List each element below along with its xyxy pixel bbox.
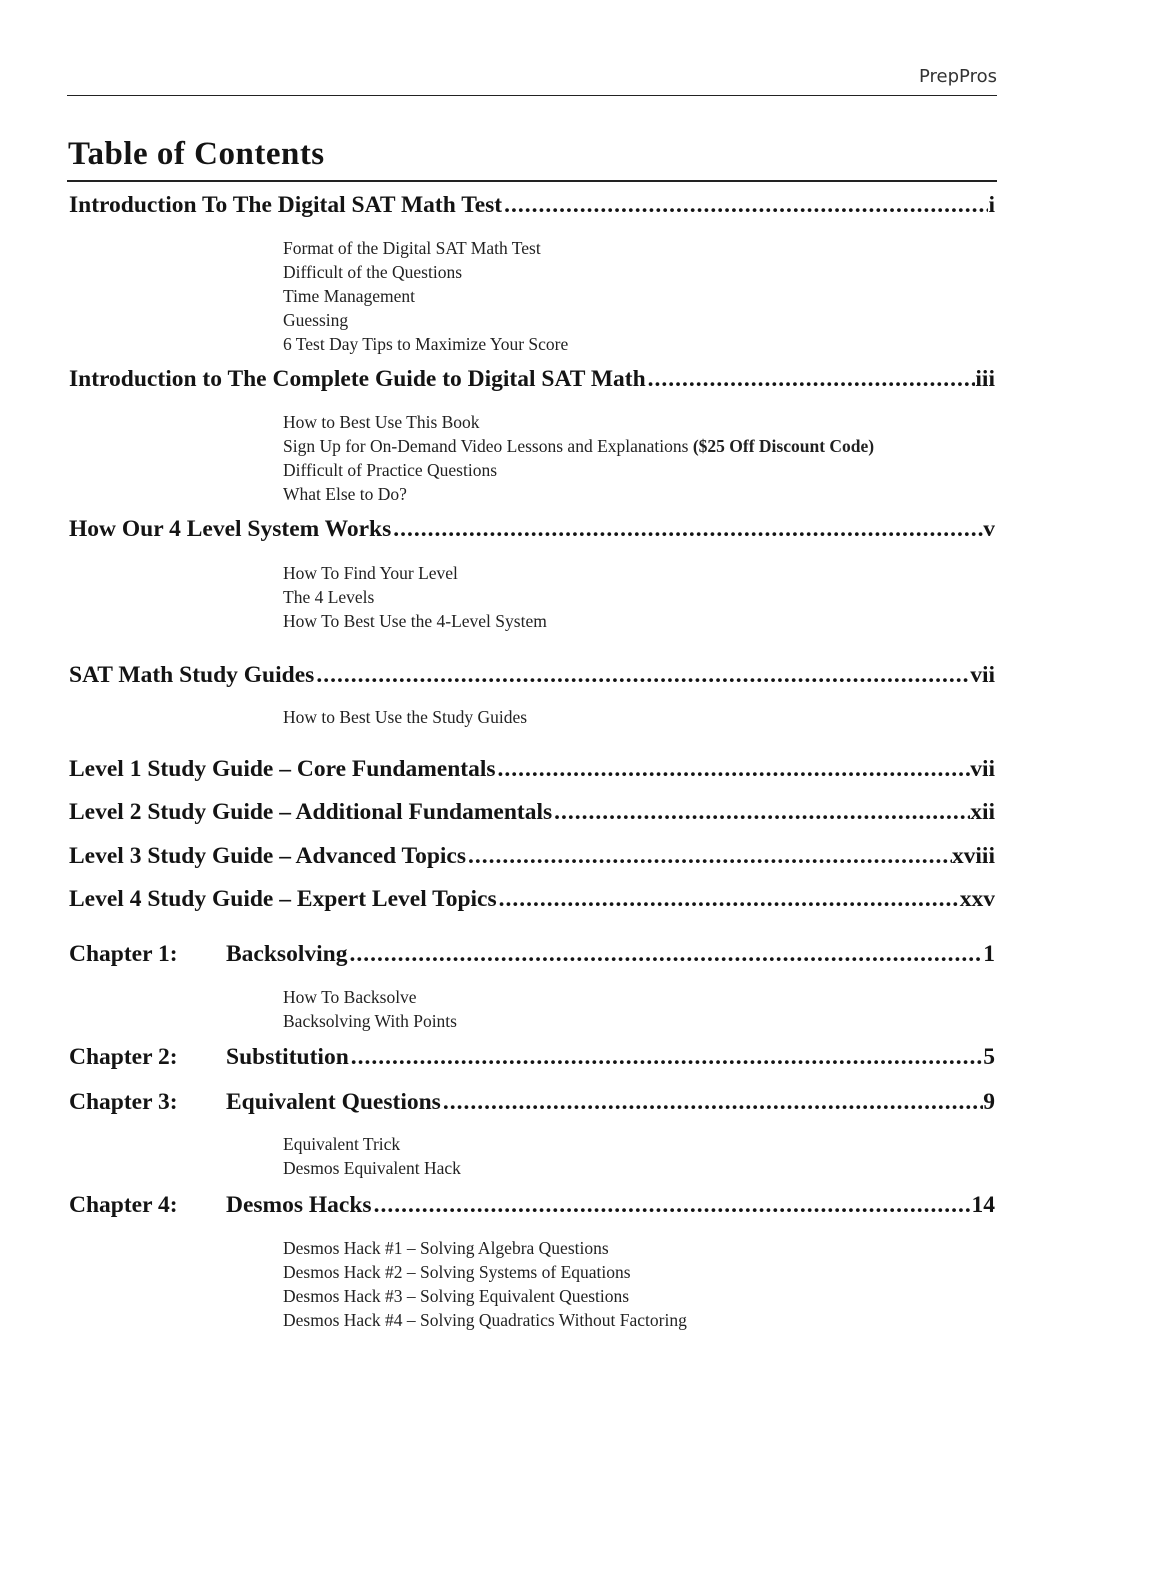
subsection-item: What Else to Do?: [283, 484, 407, 504]
header-rule: [67, 95, 997, 96]
toc-entry-label: Level 1 Study Guide – Core Fundamentals: [69, 756, 496, 782]
toc-entry-page: 5: [983, 1044, 995, 1070]
toc-entry-page: i: [988, 192, 995, 218]
chapter-number: Chapter 1:: [69, 941, 178, 967]
subsection-item: Desmos Equivalent Hack: [283, 1158, 461, 1178]
toc-entry-level-system[interactable]: [69, 516, 995, 550]
toc-entry-level-3[interactable]: [69, 843, 995, 877]
chapter-title: Desmos Hacks: [226, 1192, 372, 1218]
toc-entry-level-4[interactable]: [69, 886, 995, 920]
subsection-list: [283, 1236, 687, 1332]
toc-entry-chapter-4[interactable]: [69, 1192, 995, 1226]
subsection-item: 6 Test Day Tips to Maximize Your Score: [283, 334, 569, 354]
toc-entry-page: xxv: [959, 886, 995, 912]
toc-entry-level-1[interactable]: [69, 756, 995, 790]
toc-entry-label: Level 2 Study Guide – Additional Fundamentals: [69, 799, 553, 825]
subsection-item: Desmos Hack #2 – Solving Systems of Equations: [283, 1262, 631, 1282]
subsection-item: How to Best Use This Book: [283, 412, 480, 432]
dot-leader: [497, 886, 960, 913]
dot-leader: [466, 843, 952, 870]
toc-entry-page: xviii: [951, 843, 995, 869]
toc-entry-label: [69, 1089, 441, 1116]
subsection-item: Equivalent Trick: [283, 1134, 401, 1154]
subsection-item: Desmos Hack #4 – Solving Quadratics Without Factoring: [283, 1310, 687, 1330]
toc-entry-label: [69, 1044, 349, 1071]
dot-leader: [552, 799, 970, 826]
subsection-text: Sign Up for On-Demand Video Lessons and Explanations: [283, 436, 689, 456]
subsection-list: [283, 1132, 461, 1180]
toc-entry-page: 1: [983, 941, 995, 967]
dot-leader: [496, 756, 971, 783]
subsection-item: Backsolving With Points: [283, 1011, 457, 1031]
subsection-list: [283, 705, 527, 729]
toc-entry-page: iii: [975, 366, 995, 392]
subsection-item: Desmos Hack #3 – Solving Equivalent Questions: [283, 1286, 630, 1306]
subsection-item: Difficult of the Questions: [283, 262, 463, 282]
dot-leader: [646, 366, 976, 393]
chapter-title: Substitution: [226, 1044, 349, 1070]
toc-entry-chapter-1[interactable]: [69, 941, 995, 975]
toc-entry-intro-guide[interactable]: [69, 366, 995, 400]
subsection-item: How To Backsolve: [283, 987, 417, 1007]
chapter-number: Chapter 3:: [69, 1089, 178, 1115]
discount-code-note: ($25 Off Discount Code): [692, 436, 875, 456]
subsection-item: Format of the Digital SAT Math Test: [283, 238, 541, 258]
subsection-item: The 4 Levels: [283, 587, 375, 607]
subsection-item: Time Management: [283, 286, 416, 306]
toc-entry-level-2[interactable]: [69, 799, 995, 833]
toc-entry-label: Introduction To The Digital SAT Math Test: [69, 192, 503, 218]
toc-entry-study-guides[interactable]: [69, 662, 995, 696]
toc-entry-label: [69, 1192, 372, 1219]
chapter-number: Chapter 2:: [69, 1044, 178, 1070]
subsection-item: [283, 434, 874, 458]
toc-entry-page: v: [983, 516, 995, 542]
subsection-list: [283, 561, 547, 633]
subsection-item: Guessing: [283, 310, 349, 330]
subsection-item: Difficult of Practice Questions: [283, 460, 497, 480]
toc-entry-label: SAT Math Study Guides: [69, 662, 315, 688]
page-title: Table of Contents: [68, 136, 325, 172]
toc-entry-page: xii: [970, 799, 995, 825]
toc-entry-page: vii: [970, 662, 995, 688]
toc-entry-label: Introduction to The Complete Guide to Digital SAT Math: [69, 366, 646, 392]
subsection-list: [283, 410, 874, 506]
toc-entry-chapter-2[interactable]: [69, 1044, 995, 1078]
title-rule: [67, 180, 997, 182]
toc-entry-label: [69, 941, 347, 968]
subsection-list: [283, 985, 457, 1033]
toc-entry-page: vii: [970, 756, 995, 782]
toc-entry-label: Level 4 Study Guide – Expert Level Topics: [69, 886, 497, 912]
toc-entry-label: Level 3 Study Guide – Advanced Topics: [69, 843, 466, 869]
dot-leader: [391, 516, 983, 543]
toc-entry-page: 9: [983, 1089, 995, 1115]
dot-leader: [372, 1192, 972, 1219]
toc-entry-intro-test[interactable]: [69, 192, 995, 226]
subsection-item: Desmos Hack #1 – Solving Algebra Questions: [283, 1238, 609, 1258]
subsection-item: How To Find Your Level: [283, 563, 458, 583]
subsection-item: How to Best Use the Study Guides: [283, 707, 528, 727]
toc-entry-chapter-3[interactable]: [69, 1089, 995, 1123]
chapter-number: Chapter 4:: [69, 1192, 178, 1218]
running-head: PrepPros: [919, 66, 997, 87]
subsection-item: How To Best Use the 4-Level System: [283, 611, 547, 631]
chapter-title: Equivalent Questions: [226, 1089, 441, 1115]
chapter-title: Backsolving: [226, 941, 348, 967]
dot-leader: [347, 941, 983, 968]
dot-leader: [349, 1044, 983, 1071]
toc-entry-page: 14: [971, 1192, 995, 1218]
dot-leader: [502, 192, 988, 219]
dot-leader: [441, 1089, 983, 1116]
subsection-list: [283, 236, 568, 356]
dot-leader: [314, 662, 970, 689]
toc-entry-label: How Our 4 Level System Works: [69, 516, 392, 542]
